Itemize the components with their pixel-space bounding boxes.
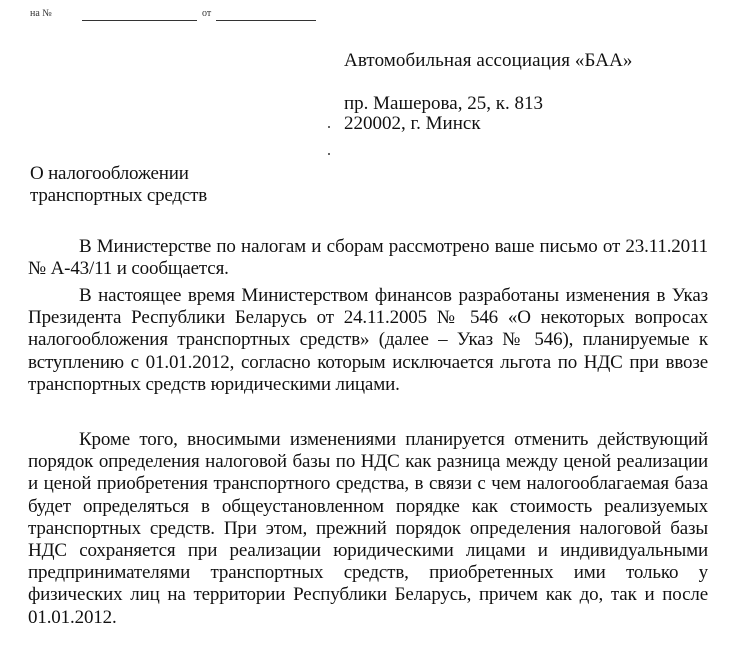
addressee-name: Автомобильная ассоциация «БАА»: [344, 50, 633, 71]
body-paragraph-2: В настоящее время Министерством финансов разработаны изменения в Указ Президента Республики Беларусь от 24.11.2005 № 546 «О некоторых вопросах налогообложения транспортных средств» (далее – Указ № 546), планируемые к вступлению с 01.01.2012, согласно которым исключается льгота по НДС при ввозе транспортных средств юридическими лицами.: [28, 285, 708, 395]
addressee-street: пр. Машерова, 25, к. 813: [344, 93, 543, 114]
addressee-city: 220002, г. Минск: [344, 113, 481, 134]
reference-line: [30, 2, 330, 22]
reference-number-label: на №: [30, 8, 52, 19]
subject-line-1: О налогообложении: [30, 163, 189, 184]
letter-subject: [30, 163, 207, 207]
scan-mark: [328, 153, 330, 155]
reference-date-blank: [216, 20, 316, 21]
reference-number-blank: [82, 20, 197, 21]
scan-mark: [328, 126, 330, 128]
subject-line-2: транспортных средств: [30, 185, 207, 206]
reference-date-label: от: [202, 8, 212, 19]
body-paragraph-1: В Министерстве по налогам и сборам рассмотрено ваше письмо от 23.11.2011 № А-43/11 и сообщается.: [28, 236, 708, 280]
body-paragraph-3: Кроме того, вносимыми изменениями планируется отменить действующий порядок определения налоговой базы по НДС как разница между ценой реализации и ценой приобретения транспортного средства, в связи с чем налогооблагаемая база будет определяться в общеустановленном порядке как стоимость реализуемых транспортных средств. При этом, прежний порядок определения налоговой базы НДС сохраняется при реализации юридическими лицами и индивидуальными предпринимателями транспортных средств, приобретенных ими только у физических лиц на территории Республики Беларусь, причем как до, так и после 01.01.2012.: [28, 429, 708, 628]
